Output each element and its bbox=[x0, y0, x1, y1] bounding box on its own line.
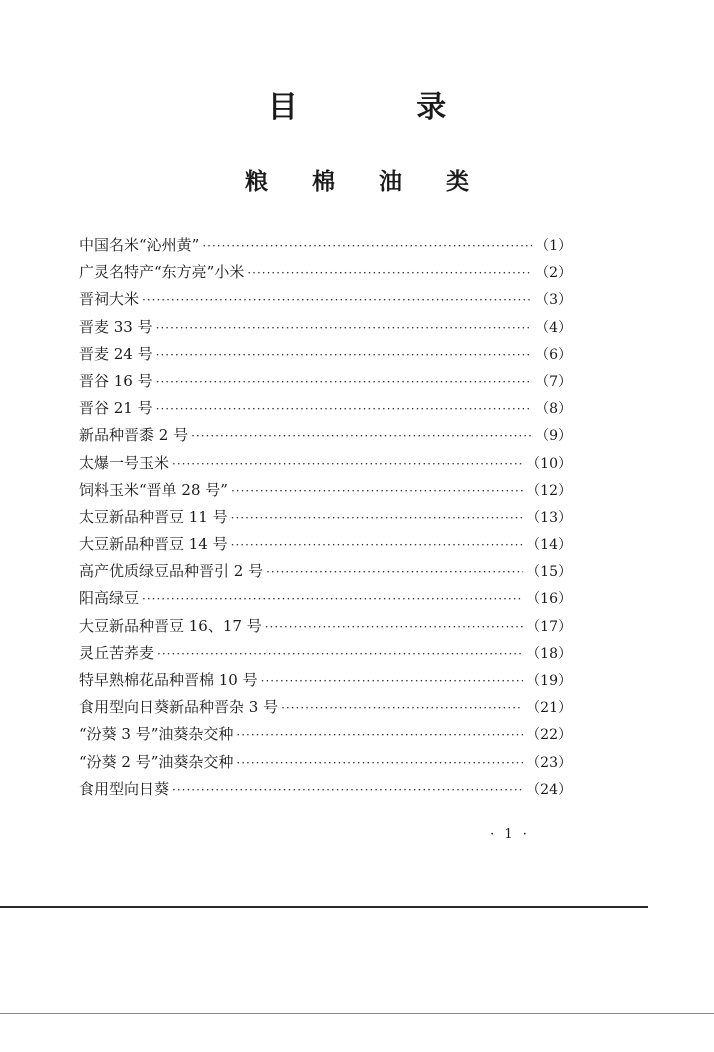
page-bottom-edge bbox=[0, 1013, 714, 1014]
toc-entry-page: （3） bbox=[535, 292, 572, 309]
scan-divider-line bbox=[0, 906, 648, 908]
toc-dot-leader bbox=[142, 586, 523, 613]
toc-dot-leader bbox=[247, 260, 532, 287]
toc-dot-leader bbox=[157, 641, 523, 668]
toc-entry-page: （16） bbox=[526, 591, 572, 608]
toc-entry bbox=[79, 368, 572, 395]
toc-dot-leader bbox=[281, 695, 523, 722]
toc-entry-page: （9） bbox=[535, 428, 572, 445]
toc-entry-title: 广灵名特产“东方亮”小米 bbox=[79, 263, 245, 282]
toc-entry-title: 太爆一号玉米 bbox=[79, 453, 170, 472]
toc-dot-leader bbox=[156, 342, 532, 369]
toc-dot-leader bbox=[172, 451, 523, 478]
toc-dot-leader bbox=[236, 722, 523, 749]
toc-dot-leader bbox=[265, 614, 523, 641]
table-of-contents bbox=[79, 232, 572, 803]
toc-entry-page: （7） bbox=[535, 373, 572, 390]
toc-entry-page: （22） bbox=[526, 727, 572, 744]
toc-dot-leader bbox=[261, 668, 524, 695]
toc-entry-page: （12） bbox=[526, 482, 572, 499]
toc-entry-title: 晋谷 16 号 bbox=[79, 371, 153, 390]
toc-entry-page: （17） bbox=[526, 618, 572, 635]
toc-entry bbox=[79, 558, 572, 585]
toc-entry-title: 饲料玉米“晋单 28 号” bbox=[79, 480, 228, 499]
toc-entry-title: 晋谷 21 号 bbox=[79, 399, 153, 418]
toc-entry bbox=[79, 450, 572, 477]
toc-entry-title: 晋麦 24 号 bbox=[79, 344, 153, 363]
toc-dot-leader bbox=[172, 777, 523, 804]
toc-entry-title: 灵丘苦荞麦 bbox=[79, 643, 155, 662]
page-number: · 1 · bbox=[490, 827, 530, 842]
toc-entry-title: 大豆新品种晋豆 14 号 bbox=[79, 535, 228, 554]
toc-entry-title: 中国名米“沁州黄” bbox=[79, 236, 200, 254]
section-title: 粮 棉 油 类 bbox=[244, 169, 488, 195]
toc-entry-page: （4） bbox=[535, 319, 572, 336]
toc-entry-title: “汾葵 2 号”油葵杂交种 bbox=[79, 752, 234, 771]
toc-entry-title: 阳高绿豆 bbox=[79, 589, 140, 608]
toc-entry-title: 晋祠大米 bbox=[79, 290, 140, 309]
toc-entry-page: （2） bbox=[535, 265, 572, 282]
toc-entry bbox=[79, 395, 572, 422]
toc-dot-leader bbox=[236, 750, 523, 777]
toc-dot-leader bbox=[231, 478, 523, 505]
toc-dot-leader bbox=[231, 505, 524, 532]
toc-entry bbox=[79, 341, 572, 368]
toc-entry-title: 高产优质绿豆品种晋引 2 号 bbox=[79, 562, 264, 581]
toc-entry-page: （13） bbox=[526, 509, 572, 526]
toc-entry bbox=[79, 585, 572, 612]
toc-entry bbox=[79, 286, 572, 313]
toc-dot-leader bbox=[266, 559, 523, 586]
toc-dot-leader bbox=[156, 315, 532, 342]
toc-entry-page: （1） bbox=[535, 238, 572, 254]
toc-entry bbox=[79, 721, 572, 748]
toc-dot-leader bbox=[231, 532, 524, 559]
toc-entry-page: （6） bbox=[535, 346, 572, 363]
toc-entry-page: （15） bbox=[526, 564, 572, 581]
toc-entry bbox=[79, 314, 572, 341]
toc-entry-page: （18） bbox=[526, 645, 572, 662]
toc-entry-title: 食用型向日葵 bbox=[79, 779, 170, 798]
page-title: 目 录 bbox=[267, 90, 501, 125]
toc-entry-title: 食用型向日葵新品种晋杂 3 号 bbox=[79, 698, 279, 717]
toc-entry bbox=[79, 504, 572, 531]
toc-entry bbox=[79, 667, 572, 694]
toc-entry-page: （8） bbox=[535, 401, 572, 418]
toc-entry bbox=[79, 259, 572, 286]
toc-dot-leader bbox=[142, 287, 532, 314]
toc-dot-leader bbox=[191, 423, 532, 450]
toc-entry-page: （10） bbox=[526, 455, 572, 472]
toc-dot-leader bbox=[202, 233, 532, 260]
toc-entry-page: （23） bbox=[526, 754, 572, 771]
toc-entry-page: （19） bbox=[526, 673, 572, 689]
toc-entry bbox=[79, 749, 572, 776]
toc-entry-title: 太豆新品种晋豆 11 号 bbox=[79, 507, 228, 526]
toc-entry-page: （24） bbox=[526, 781, 572, 798]
toc-entry bbox=[79, 776, 572, 803]
toc-entry bbox=[79, 232, 572, 259]
toc-entry bbox=[79, 640, 572, 667]
toc-entry bbox=[79, 694, 572, 721]
toc-entry-page: （14） bbox=[526, 537, 572, 554]
toc-entry-title: 大豆新品种晋豆 16、17 号 bbox=[79, 616, 262, 635]
toc-entry-title: 特早熟棉花品种晋棉 10 号 bbox=[79, 671, 258, 689]
toc-entry-title: 新品种晋黍 2 号 bbox=[79, 426, 189, 445]
toc-entry bbox=[79, 531, 572, 558]
toc-entry-title: 晋麦 33 号 bbox=[79, 317, 153, 336]
toc-entry bbox=[79, 613, 572, 640]
toc-dot-leader bbox=[156, 396, 532, 423]
toc-dot-leader bbox=[156, 369, 532, 396]
toc-entry bbox=[79, 477, 572, 504]
toc-entry-page: （21） bbox=[526, 700, 572, 717]
toc-entry bbox=[79, 422, 572, 449]
toc-entry-title: “汾葵 3 号”油葵杂交种 bbox=[79, 725, 234, 744]
